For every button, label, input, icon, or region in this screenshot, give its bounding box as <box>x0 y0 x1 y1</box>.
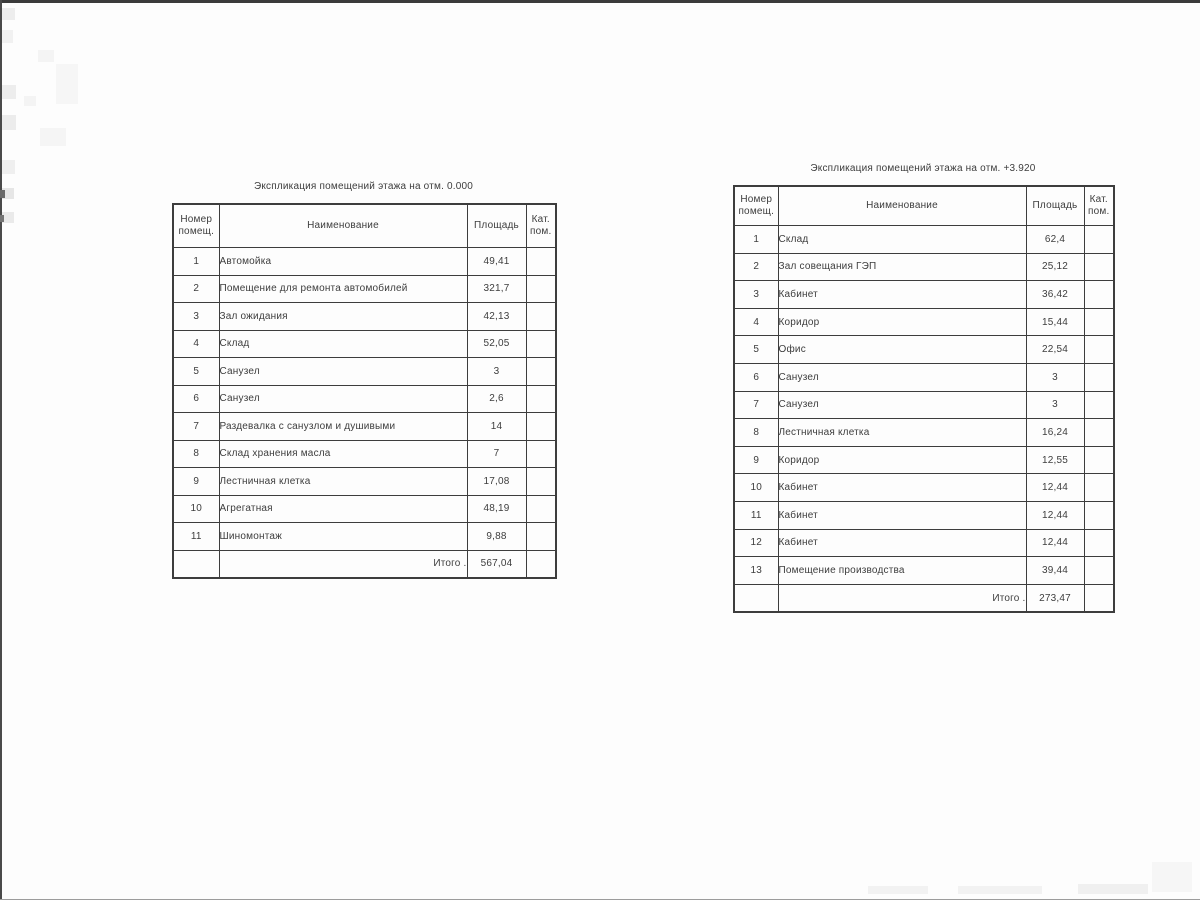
room-area-cell: 321,7 <box>467 275 526 303</box>
room-number-cell: 7 <box>734 391 778 419</box>
total-row <box>173 550 556 578</box>
header-row <box>173 204 556 248</box>
table-row <box>173 275 556 303</box>
header-room-name <box>778 186 1026 226</box>
scan-artifact <box>1078 884 1148 894</box>
room-category-cell <box>1084 363 1114 391</box>
header-text: Кат. <box>1089 194 1108 205</box>
table-row <box>173 495 556 523</box>
table-row <box>734 446 1114 474</box>
room-area-cell: 62,4 <box>1026 226 1084 254</box>
room-number-cell: 6 <box>734 363 778 391</box>
scan-artifact <box>24 96 36 106</box>
room-number-cell: 11 <box>173 523 219 551</box>
room-name-cell: Агрегатная <box>219 495 467 523</box>
room-name-cell: Офис <box>778 336 1026 364</box>
table-row <box>173 330 556 358</box>
room-category-cell <box>1084 336 1114 364</box>
table-row <box>734 363 1114 391</box>
room-name-cell: Кабинет <box>778 501 1026 529</box>
header-room-area <box>467 204 526 248</box>
scan-artifact <box>0 215 4 222</box>
room-number-cell: 1 <box>734 226 778 254</box>
room-area-cell: 12,44 <box>1026 529 1084 557</box>
room-name-cell: Склад хранения масла <box>219 440 467 468</box>
header-text: Кат. <box>531 214 550 225</box>
room-name-cell: Коридор <box>778 446 1026 474</box>
table-row <box>734 226 1114 254</box>
room-category-cell <box>526 523 556 551</box>
room-area-cell: 9,88 <box>467 523 526 551</box>
room-area-cell: 48,19 <box>467 495 526 523</box>
total-area-cell: 567,04 <box>467 550 526 578</box>
room-area-cell: 52,05 <box>467 330 526 358</box>
header-room-number <box>173 204 219 248</box>
table-row <box>173 413 556 441</box>
room-category-cell <box>526 440 556 468</box>
total-row <box>734 584 1114 612</box>
scan-artifact <box>2 160 15 174</box>
room-name-cell: Санузел <box>778 391 1026 419</box>
scan-artifact <box>958 886 1042 894</box>
room-number-cell: 13 <box>734 557 778 585</box>
scan-artifact <box>2 8 15 20</box>
room-name-cell: Раздевалка с санузлом и душивыми <box>219 413 467 441</box>
header-text: Площадь <box>474 220 519 231</box>
table-row <box>173 440 556 468</box>
explication-block-level-3920 <box>733 163 1113 613</box>
room-area-cell: 39,44 <box>1026 557 1084 585</box>
total-empty-cell <box>734 584 778 612</box>
header-text: пом. <box>530 226 552 237</box>
scan-artifact <box>40 128 66 146</box>
scan-artifact <box>2 115 16 130</box>
scan-edge-top <box>0 0 1200 3</box>
room-category-cell <box>1084 474 1114 502</box>
room-number-cell: 10 <box>734 474 778 502</box>
room-area-cell: 12,44 <box>1026 474 1084 502</box>
room-category-cell <box>1084 419 1114 447</box>
header-text: Площадь <box>1032 200 1078 211</box>
room-category-cell <box>526 358 556 386</box>
scan-artifact <box>2 30 13 43</box>
room-number-cell: 10 <box>173 495 219 523</box>
room-number-cell: 5 <box>173 358 219 386</box>
table-row <box>173 358 556 386</box>
room-name-cell: Кабинет <box>778 474 1026 502</box>
room-area-cell: 3 <box>467 358 526 386</box>
table-title: Экспликация помещений этажа на отм. +3.920 <box>810 163 1036 174</box>
table-row <box>734 501 1114 529</box>
room-area-cell: 15,44 <box>1026 308 1084 336</box>
room-name-cell: Склад <box>219 330 467 358</box>
room-name-cell: Санузел <box>219 385 467 413</box>
room-area-cell: 22,54 <box>1026 336 1084 364</box>
scan-artifact <box>38 50 54 62</box>
room-category-cell <box>526 495 556 523</box>
header-room-category <box>1084 186 1114 226</box>
room-category-cell <box>1084 226 1114 254</box>
table-row <box>734 253 1114 281</box>
scan-artifact <box>2 85 16 99</box>
room-name-cell: Помещение производства <box>778 557 1026 585</box>
room-number-cell: 1 <box>173 248 219 276</box>
room-name-cell: Склад <box>778 226 1026 254</box>
room-number-cell: 4 <box>734 308 778 336</box>
room-category-cell <box>1084 253 1114 281</box>
table-row <box>734 557 1114 585</box>
explication-block-level-0000 <box>172 181 555 579</box>
room-number-cell: 8 <box>173 440 219 468</box>
room-area-cell: 2,6 <box>467 385 526 413</box>
room-area-cell: 12,55 <box>1026 446 1084 474</box>
table-title: Экспликация помещений этажа на отм. 0.000 <box>253 181 474 192</box>
room-number-cell: 12 <box>734 529 778 557</box>
room-name-cell: Коридор <box>778 308 1026 336</box>
header-text: Номер <box>180 214 213 225</box>
header-row <box>734 186 1114 226</box>
table-row <box>173 468 556 496</box>
header-room-name <box>219 204 467 248</box>
room-category-cell <box>526 413 556 441</box>
header-text: Наименование <box>866 200 938 211</box>
total-category-cell <box>1084 584 1114 612</box>
room-category-cell <box>1084 308 1114 336</box>
total-label-cell: Итого . <box>778 584 1026 612</box>
room-category-cell <box>526 303 556 331</box>
room-area-cell: 42,13 <box>467 303 526 331</box>
room-category-cell <box>526 248 556 276</box>
table-row <box>734 336 1114 364</box>
room-name-cell: Кабинет <box>778 529 1026 557</box>
room-name-cell: Зал совещания ГЭП <box>778 253 1026 281</box>
room-category-cell <box>1084 529 1114 557</box>
room-category-cell <box>526 330 556 358</box>
table-row <box>734 474 1114 502</box>
room-category-cell <box>1084 391 1114 419</box>
room-name-cell: Кабинет <box>778 281 1026 309</box>
scan-artifact <box>56 64 78 104</box>
room-area-cell: 16,24 <box>1026 419 1084 447</box>
room-number-cell: 6 <box>173 385 219 413</box>
room-area-cell: 14 <box>467 413 526 441</box>
room-category-cell <box>1084 501 1114 529</box>
room-number-cell: 2 <box>173 275 219 303</box>
room-category-cell <box>1084 557 1114 585</box>
table-row <box>734 281 1114 309</box>
header-room-area <box>1026 186 1084 226</box>
table-row <box>173 385 556 413</box>
room-number-cell: 8 <box>734 419 778 447</box>
table-row <box>173 523 556 551</box>
room-name-cell: Санузел <box>219 358 467 386</box>
room-number-cell: 3 <box>173 303 219 331</box>
room-area-cell: 12,44 <box>1026 501 1084 529</box>
header-room-number <box>734 186 778 226</box>
room-name-cell: Автомойка <box>219 248 467 276</box>
room-number-cell: 9 <box>173 468 219 496</box>
header-text: Наименование <box>307 220 379 231</box>
room-name-cell: Лестничная клетка <box>219 468 467 496</box>
room-name-cell: Санузел <box>778 363 1026 391</box>
table-row <box>734 391 1114 419</box>
scan-artifact <box>1152 862 1192 892</box>
header-room-category <box>526 204 556 248</box>
room-name-cell: Зал ожидания <box>219 303 467 331</box>
room-category-cell <box>526 468 556 496</box>
room-category-cell <box>526 275 556 303</box>
table-row <box>173 303 556 331</box>
total-empty-cell <box>173 550 219 578</box>
room-area-cell: 3 <box>1026 391 1084 419</box>
scan-artifact <box>868 886 928 894</box>
table-row <box>734 308 1114 336</box>
room-category-cell <box>1084 446 1114 474</box>
table-row <box>734 529 1114 557</box>
room-area-cell: 17,08 <box>467 468 526 496</box>
room-area-cell: 36,42 <box>1026 281 1084 309</box>
room-number-cell: 7 <box>173 413 219 441</box>
room-number-cell: 9 <box>734 446 778 474</box>
header-text: помещ. <box>738 206 775 217</box>
scan-edge-left <box>0 0 2 900</box>
total-label-cell: Итого . <box>219 550 467 578</box>
header-text: Номер <box>740 194 773 205</box>
total-area-cell: 273,47 <box>1026 584 1084 612</box>
room-number-cell: 3 <box>734 281 778 309</box>
total-category-cell <box>526 550 556 578</box>
room-area-cell: 3 <box>1026 363 1084 391</box>
room-number-cell: 11 <box>734 501 778 529</box>
room-area-cell: 7 <box>467 440 526 468</box>
room-name-cell: Лестничная клетка <box>778 419 1026 447</box>
room-name-cell: Помещение для ремонта автомобилей <box>219 275 467 303</box>
table-row <box>734 419 1114 447</box>
header-text: помещ. <box>178 226 215 237</box>
room-name-cell: Шиномонтаж <box>219 523 467 551</box>
room-number-cell: 4 <box>173 330 219 358</box>
table-row <box>173 248 556 276</box>
room-category-cell <box>526 385 556 413</box>
room-area-cell: 49,41 <box>467 248 526 276</box>
room-category-cell <box>1084 281 1114 309</box>
scan-artifact <box>0 190 5 198</box>
room-number-cell: 2 <box>734 253 778 281</box>
room-number-cell: 5 <box>734 336 778 364</box>
explication-table <box>733 185 1115 613</box>
room-area-cell: 25,12 <box>1026 253 1084 281</box>
header-text: пом. <box>1088 206 1110 217</box>
explication-table <box>172 203 557 579</box>
